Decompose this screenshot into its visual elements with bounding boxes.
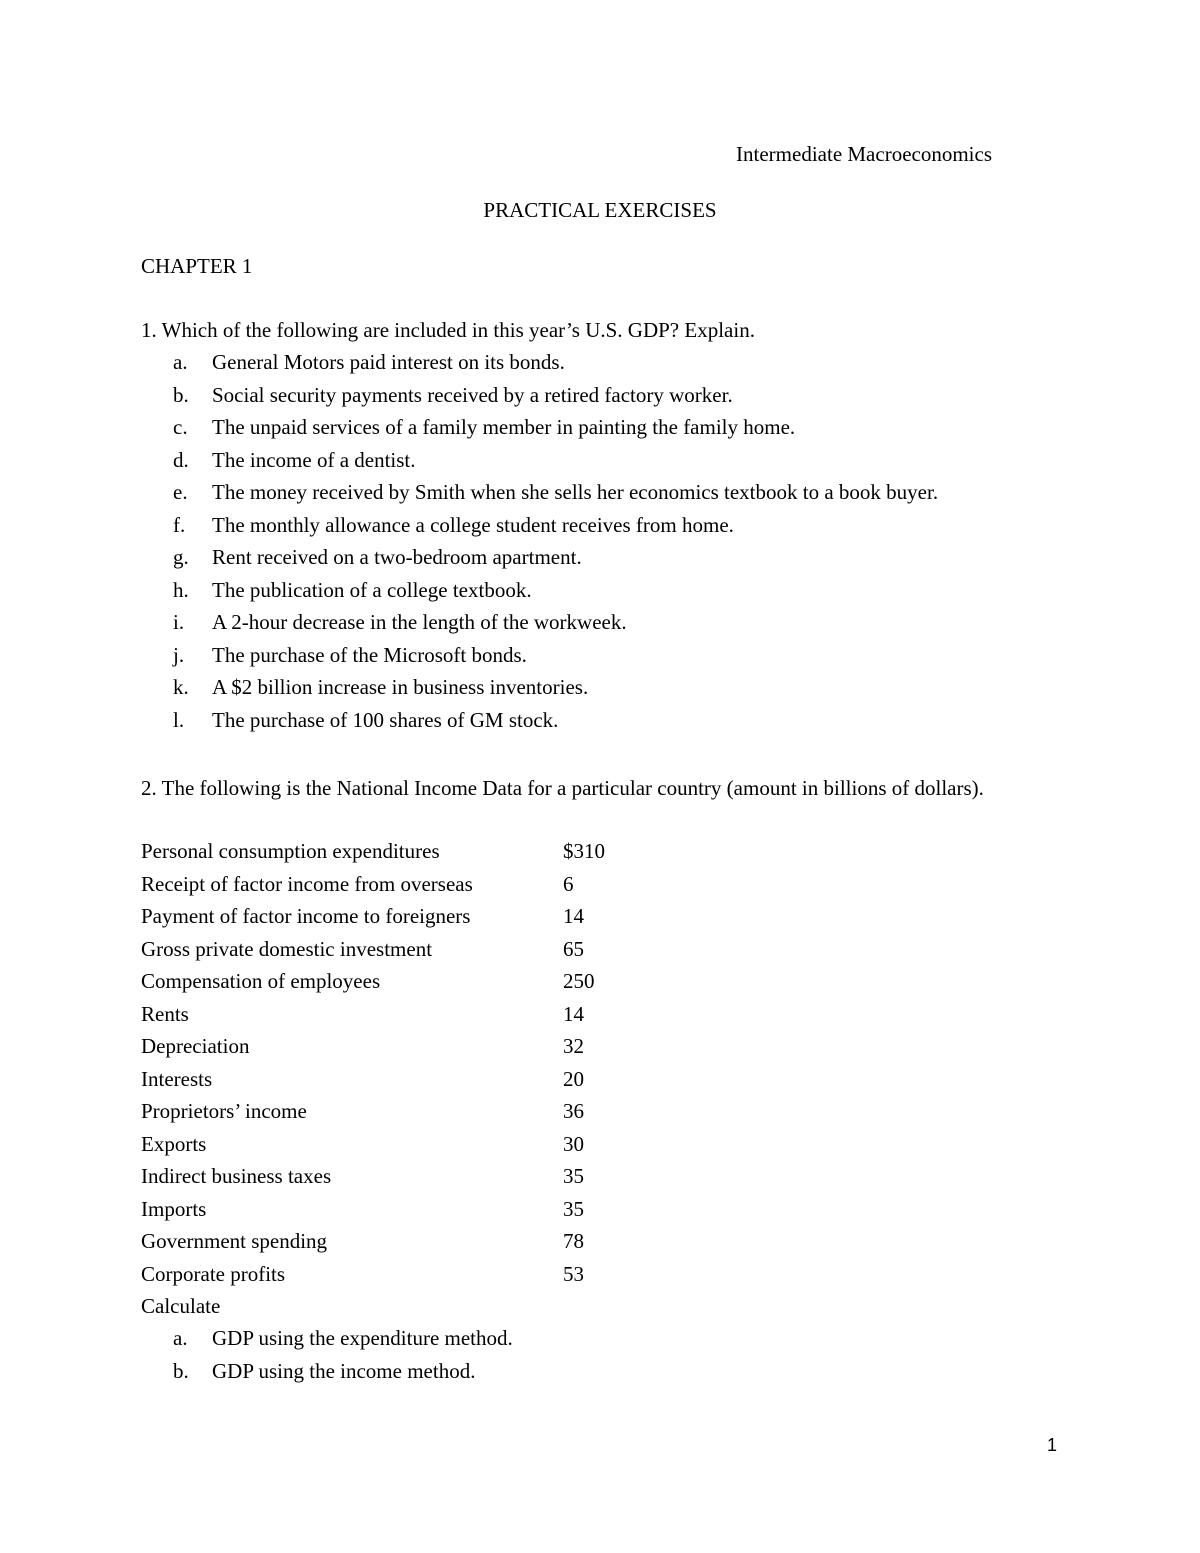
calculate-label: Calculate [141, 1294, 221, 1318]
table-row-value: $310 [563, 839, 605, 863]
table-row-value: 20 [563, 1066, 584, 1091]
table-row-value: 250 [563, 969, 595, 993]
table-row-label: Proprietors’ income [141, 1099, 307, 1123]
table-row-label: Corporate profits [141, 1261, 286, 1286]
list-item-text: The purchase of the Microsoft bonds. [212, 642, 527, 667]
list-item [141, 476, 938, 509]
table-row [141, 1225, 605, 1258]
table-row-value: 36 [563, 1099, 584, 1123]
table-row [141, 1128, 605, 1161]
table-row-label: Compensation of employees [141, 969, 381, 993]
list-item [141, 639, 938, 672]
list-item [141, 606, 938, 639]
table-row-value: 53 [563, 1261, 584, 1286]
list-item-text: The money received by Smith when she sells her economics textbook to a book buyer. [212, 480, 939, 504]
table-row-value: 35 [563, 1196, 584, 1221]
list-item-text: The purchase of 100 shares of GM stock. [212, 707, 559, 732]
list-item-letter: k. [173, 675, 189, 699]
table-row-value: 30 [563, 1131, 584, 1156]
list-item-letter: h. [173, 577, 189, 602]
table-row-label: Rents [141, 1001, 189, 1026]
list-item [141, 379, 938, 412]
table-row [141, 1095, 605, 1128]
list-item [141, 346, 938, 379]
list-item [141, 671, 938, 704]
list-item [141, 411, 938, 444]
list-item [141, 541, 938, 574]
list-item-letter: b. [173, 1358, 189, 1383]
table-row-label: Government spending [141, 1229, 328, 1253]
page-number: 1 [1046, 1435, 1057, 1455]
table-row-label: Interests [141, 1066, 213, 1091]
list-item-letter: g. [173, 545, 189, 569]
table-row [141, 1030, 605, 1063]
table-row [141, 933, 605, 966]
list-item-letter: b. [173, 382, 189, 407]
list-item-text: General Motors paid interest on its bonds. [212, 350, 565, 374]
table-row [141, 1160, 605, 1193]
table-row [141, 1258, 605, 1291]
table-row-value: 78 [563, 1229, 584, 1253]
table-row-value: 65 [563, 936, 584, 961]
list-item-text: A 2-hour decrease in the length of the workweek. [212, 610, 627, 634]
table-row-label: Exports [141, 1131, 207, 1156]
table-row-value: 14 [563, 904, 584, 928]
table-row [141, 1063, 605, 1096]
table-row-label: Personal consumption expenditures [141, 839, 440, 863]
question-1-text: 1. Which of the following are included in this year’s U.S. GDP? Explain. [141, 318, 755, 342]
table-row [141, 998, 605, 1031]
list-item-letter: i. [173, 610, 185, 634]
list-item-text: The publication of a college textbook. [212, 577, 532, 602]
question-1-list [141, 346, 938, 736]
table-row-label: Indirect business taxes [141, 1164, 332, 1188]
list-item-text: The unpaid services of a family member in painting the family home. [212, 415, 796, 439]
list-item [141, 574, 938, 607]
document-title: PRACTICAL EXERCISES [483, 198, 717, 222]
table-row [141, 868, 605, 901]
table-row-label: Payment of factor income to foreigners [141, 904, 471, 928]
list-item-text: The monthly allowance a college student receives from home. [212, 512, 734, 537]
list-item-letter: a. [173, 1326, 188, 1350]
list-item-text: The income of a dentist. [212, 447, 416, 472]
list-item-letter: j. [173, 642, 185, 667]
table-row [141, 965, 605, 998]
table-row [141, 1193, 605, 1226]
chapter-heading: CHAPTER 1 [141, 254, 253, 278]
table-row-label: Imports [141, 1196, 207, 1221]
course-title: Intermediate Macroeconomics [736, 142, 992, 166]
list-item-letter: d. [173, 447, 189, 472]
list-item [141, 1322, 513, 1355]
question-2-text: 2. The following is the National Income Data for a particular country (amount in billions of dollars). [141, 776, 984, 800]
table-row-label: Gross private domestic investment [141, 936, 433, 961]
list-item-letter: l. [173, 707, 185, 732]
question-2-tasks [141, 1322, 513, 1387]
list-item-text: Rent received on a two-bedroom apartment. [212, 545, 582, 569]
national-income-data-table [141, 835, 605, 1290]
list-item-letter: e. [173, 480, 188, 504]
list-item [141, 444, 938, 477]
table-row [141, 900, 605, 933]
table-row-value: 32 [563, 1034, 584, 1058]
list-item [141, 509, 938, 542]
table-row-value: 35 [563, 1164, 584, 1188]
list-item-letter: a. [173, 350, 188, 374]
list-item-letter: c. [173, 415, 188, 439]
list-item-text: GDP using the income method. [212, 1358, 476, 1383]
table-row-label: Depreciation [141, 1034, 250, 1058]
table-row-label: Receipt of factor income from overseas [141, 871, 473, 896]
list-item [141, 704, 938, 737]
table-row-value: 6 [563, 871, 574, 896]
list-item-text: A $2 billion increase in business inventories. [212, 675, 589, 699]
table-row [141, 835, 605, 868]
list-item-text: Social security payments received by a retired factory worker. [212, 382, 733, 407]
list-item [141, 1355, 513, 1388]
list-item-text: GDP using the expenditure method. [212, 1326, 513, 1350]
table-row-value: 14 [563, 1001, 584, 1026]
list-item-letter: f. [173, 512, 186, 537]
